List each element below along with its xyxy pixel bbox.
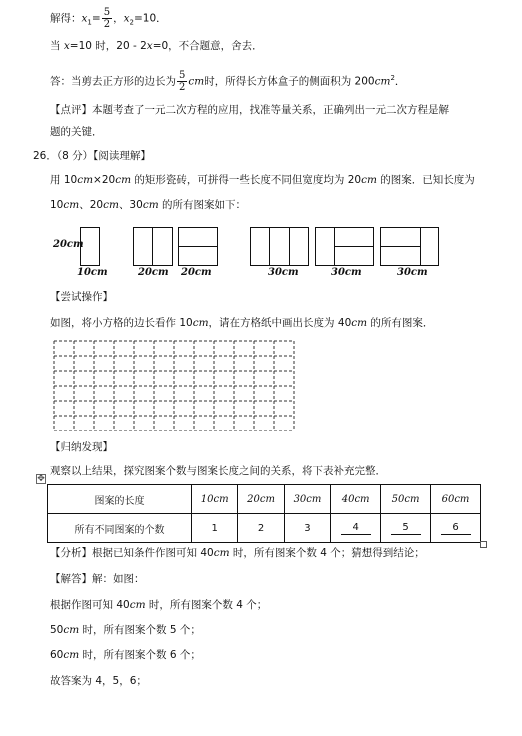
length-label-30a: 30cm xyxy=(268,267,299,278)
count-answer-cell: 6 xyxy=(431,514,481,543)
move-handle-icon[interactable]: ✥ xyxy=(37,474,45,484)
row-header-count: 所有不同图案的个数 xyxy=(48,514,192,543)
tile-divider xyxy=(334,246,374,247)
solve-line-3: 60cm 时，所有图案个数 6 个； xyxy=(50,649,201,661)
tile-divider xyxy=(380,246,420,247)
length-label-20a: 20cm xyxy=(138,267,169,278)
length-cell: 60cm xyxy=(431,485,481,514)
tile-divider xyxy=(152,227,153,266)
fraction: $\frac{5}{2}$ xyxy=(103,7,111,30)
table-row xyxy=(48,514,481,543)
count-cell: 1 xyxy=(192,514,238,543)
count-cell: 3 xyxy=(284,514,330,543)
induce-text: 观察以上结果，探究图案个数与图案长度之间的关系，将下表补充完整． xyxy=(50,465,386,477)
length-cell: 40cm xyxy=(331,485,381,514)
solve-line-2: 50cm 时，所有图案个数 5 个； xyxy=(50,624,201,636)
comment-line-2: 题的关键． xyxy=(50,126,103,138)
length-label-30c: 30cm xyxy=(397,267,428,278)
tile-30cm-vertical xyxy=(250,227,309,266)
length-cell: 50cm xyxy=(381,485,431,514)
tile-divider xyxy=(178,246,218,247)
solve-header: 【解答】解：如图： xyxy=(50,573,145,585)
analysis-line: 【分析】根据已知条件作图可知 40cm 时，所有图案个数 4 个；猜想得到结论； xyxy=(50,547,425,559)
length-label-10: 10cm xyxy=(77,267,108,278)
pattern-table xyxy=(47,484,481,543)
tile-divider xyxy=(420,227,421,266)
solve-line-1: 根据作图可知 40cm 时，所有图案个数 4 个； xyxy=(50,599,268,611)
answer-line: 答：当剪去正方形的边长为 $\frac{5}{2}$ cm时，所得长方体盒子的侧面积为 $200cm^2$． xyxy=(50,70,406,93)
count-answer-cell: 5 xyxy=(381,514,431,543)
count-answer-cell: 4 xyxy=(331,514,381,543)
question-text-1: 用 10cm×20cm 的矩形瓷砖，可拼得一些长度不同但宽度均为 20cm 的图案．已知长度为 xyxy=(50,174,475,186)
induce-header: 【归纳发现】 xyxy=(50,441,113,453)
length-label-20b: 20cm xyxy=(181,267,212,278)
tile-10cm xyxy=(80,227,100,266)
question-text-2: 10cm、20cm、30cm 的所有图案如下： xyxy=(50,199,246,211)
height-label: 20cm xyxy=(53,239,84,250)
length-cell: 20cm xyxy=(238,485,284,514)
table-row xyxy=(48,485,481,514)
length-cell: 10cm xyxy=(192,485,238,514)
grid-paper[interactable] xyxy=(52,339,298,431)
tile-20cm-vertical xyxy=(133,227,173,266)
solution-line: 解得：$x_1=$ $\frac{5}{2}$ ，$x_2=10$． xyxy=(50,7,167,30)
final-answer: 故答案为 4，5，6； xyxy=(50,675,147,687)
length-label-30b: 30cm xyxy=(331,267,362,278)
try-header: 【尝试操作】 xyxy=(50,291,113,303)
row-header-length: 图案的长度 xyxy=(48,485,192,514)
try-text: 如图，将小方格的边长看作 10cm，请在方格纸中画出长度为 40cm 的所有图案． xyxy=(50,317,434,329)
length-cell: 30cm xyxy=(284,485,330,514)
resize-handle-icon[interactable] xyxy=(480,541,487,548)
question-header: 26．（8 分）【阅读理解】 xyxy=(33,150,151,162)
tile-divider xyxy=(289,227,290,266)
text-line: 当 x=10 时，20 - 2x=0，不合题意，舍去． xyxy=(50,40,263,52)
fraction: $\frac{5}{2}$ xyxy=(179,70,186,93)
count-cell: 2 xyxy=(238,514,284,543)
tile-divider xyxy=(269,227,270,266)
comment-line-1: 【点评】本题考查了一元二次方程的应用，找准等量关系，正确列出一元二次方程是解 xyxy=(50,104,449,116)
